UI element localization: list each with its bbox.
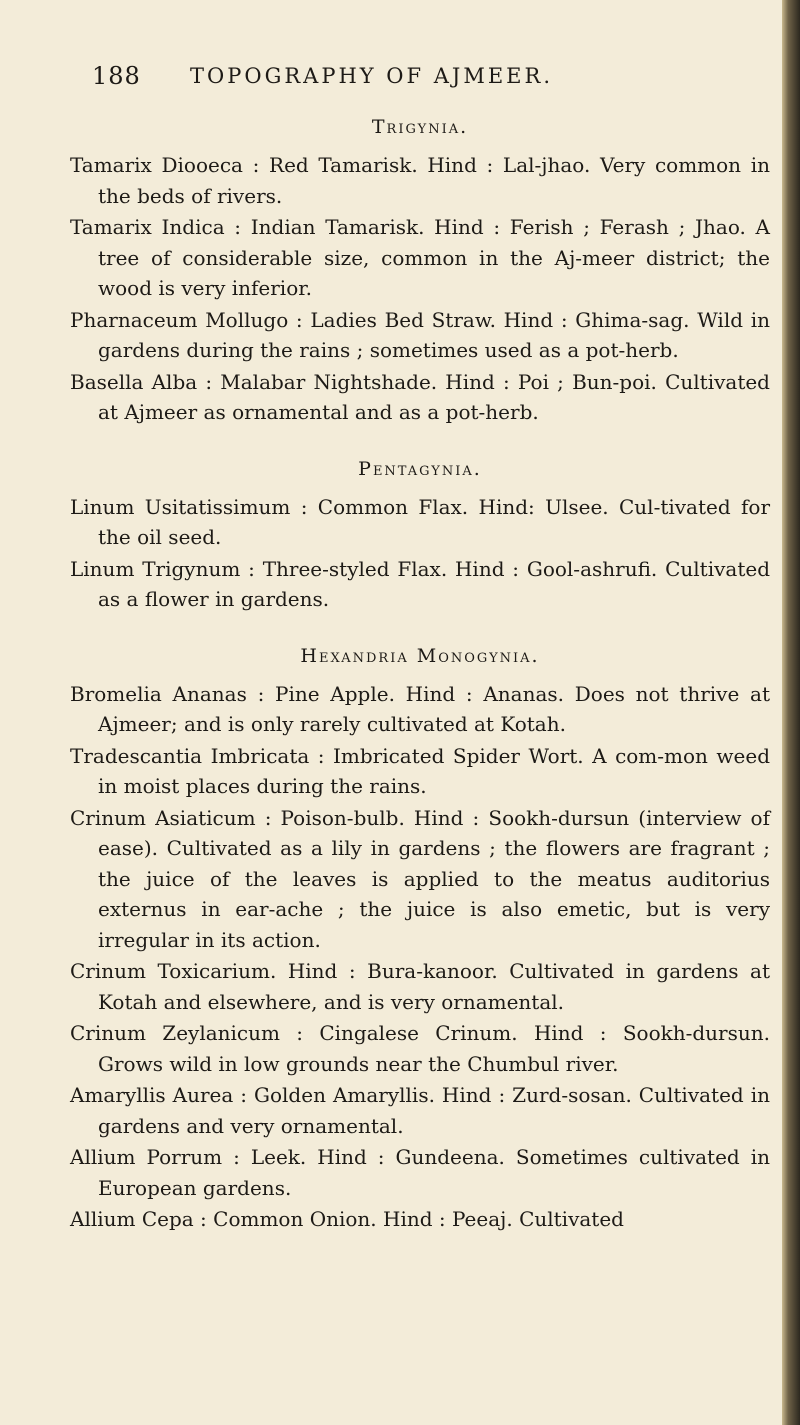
entry-allium-cepa: Allium Cepa : Common Onion. Hind : Peeaj. Cultivated bbox=[70, 1207, 624, 1231]
entry-allium-porrum: Allium Porrum : Leek. Hind : Gundeena. Sometimes cultivated in European gardens. bbox=[70, 1145, 770, 1200]
page-number: 188 bbox=[92, 62, 141, 90]
entry-pharnaceum-mollugo: Pharnaceum Mollugo : Ladies Bed Straw. Hind : Ghima-sag. Wild in gardens during the rains ; sometimes used as a pot-herb. bbox=[70, 307, 770, 362]
entry-tamarix-dioeca: Tamarix Diooeca : Red Tamarisk. Hind : Lal-jhao. Very common in the beds of rivers. bbox=[70, 153, 770, 208]
page-header bbox=[0, 62, 780, 92]
entry-tradescantia-imbricata: Tradescantia Imbricata : Imbricated Spider Wort. A com-mon weed in moist places during the rains. bbox=[70, 743, 770, 798]
section-title-trigynia: Trigynia. bbox=[371, 116, 469, 138]
entry-tamarix-indica: Tamarix Indica : Indian Tamarisk. Hind : Ferish ; Ferash ; Jhao. A tree of considerable size, common in the Aj-meer district; the wood is very inferior. bbox=[70, 215, 770, 300]
entry-crinum-zeylanicum: Crinum Zeylanicum : Cingalese Crinum. Hind : Sookh-dursun. Grows wild in low grounds near the Chumbul river. bbox=[70, 1021, 770, 1076]
running-head: TOPOGRAPHY OF AJMEER. bbox=[190, 64, 553, 88]
page-body bbox=[70, 112, 770, 1236]
section-title-pentagynia: Pentagynia. bbox=[358, 457, 482, 480]
entry-basella-alba: Basella Alba : Malabar Nightshade. Hind : Poi ; Bun-poi. Cultivated at Ajmeer as ornamental and as a pot-herb. bbox=[70, 369, 770, 424]
entry-linum-trigynum: Linum Trigynum : Three-styled Flax. Hind : Gool-ashrufi. Cultivated as a flower in gardens. bbox=[70, 556, 770, 611]
entry-linum-usitatissimum: Linum Usitatissimum : Common Flax. Hind: Ulsee. Cul-tivated for the oil seed. bbox=[70, 494, 770, 549]
entry-amaryllis-aurea: Amaryllis Aurea : Golden Amaryllis. Hind : Zurd-sosan. Cultivated in gardens and very ornamental. bbox=[70, 1083, 770, 1138]
entry-crinum-toxicarium: Crinum Toxicarium. Hind : Bura-kanoor. Cultivated in gardens at Kotah and elsewhere, and is very ornamental. bbox=[70, 959, 770, 1014]
entry-crinum-asiaticum: Crinum Asiaticum : Poison-bulb. Hind : Sookh-dursun (interview of ease). Cultivated as a lily in gardens ; the flowers are fragrant ; the juice of the leaves is applied to the meatus auditorius externus in ear-ache ; the juice is also emetic, but is very irregular in its action. bbox=[70, 805, 770, 952]
entry-bromelia-ananas: Bromelia Ananas : Pine Apple. Hind : Ananas. Does not thrive at Ajmeer; and is only rarely cultivated at Kotah. bbox=[70, 681, 770, 736]
section-title-hexandria-monogynia: Hexandria Monogynia. bbox=[300, 644, 540, 667]
page-edge-shadow bbox=[782, 0, 800, 1425]
